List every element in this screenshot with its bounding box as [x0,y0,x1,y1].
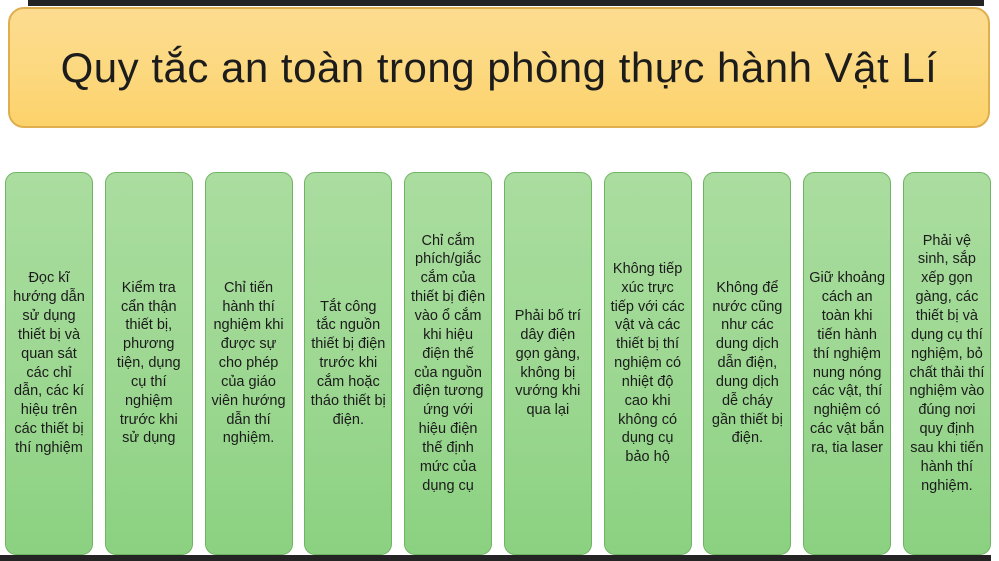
rule-card-6 [504,172,592,555]
rule-text: Tắt công tắc nguồn thiết bị điện trước khi cắm hoặc tháo thiết bị điện. [310,298,386,428]
rule-text: Giữ khoảng cách an toàn khi tiến hành thí nghiệm nung nóng các vật, thí nghiệm có các vật bắn ra, tia laser [809,270,886,456]
title-banner [8,7,990,128]
rule-text: Đọc kĩ hướng dẫn sử dụng thiết bị và quan sát các chỉ dẫn, các kí hiệu trên các thiết bị thí nghiệm [13,270,85,456]
rule-card-5 [404,172,492,555]
rule-card-9 [803,172,891,555]
rules-row [5,172,991,555]
bottom-edge-strip [0,555,991,561]
page-title: Quy tắc an toàn trong phòng thực hành Vật Lí [60,43,938,91]
rule-card-8 [703,172,791,555]
rule-card-10 [903,172,991,555]
rule-text: Không để nước cũng như các dung dịch dẫn điện, dung dịch dễ cháy gần thiết bị điện. [711,279,783,447]
rule-text: Kiểm tra cẩn thận thiết bị, phương tiện, dụng cụ thí nghiệm trước khi sử dụng [116,279,181,447]
rule-text: Phải vệ sinh, sắp xếp gọn gàng, các thiết bị và dụng cụ thí nghiệm, bỏ chất thải thí nghiệm vào đúng nơi quy định sau khi tiến hành thí nghiệm. [909,232,985,494]
rule-text: Không tiếp xúc trực tiếp với các vật và các thiết bị thí nghiệm có nhiệt độ cao khi không có dụng cụ bảo hộ [610,260,685,466]
rule-card-1 [5,172,93,555]
rule-text: Chỉ cắm phích/giắc cắm của thiết bị điện vào ổ cắm khi hiệu điện thế của nguồn điện tương ứng với hiệu điện thế định mức của dụng cụ [410,232,486,494]
top-edge-strip [28,0,984,6]
rule-card-4 [304,172,392,555]
rule-card-7 [604,172,692,555]
rule-card-3 [205,172,293,555]
rule-text: Phải bố trí dây điện gọn gàng, không bị vướng khi qua lại [514,307,581,419]
rule-text: Chỉ tiến hành thí nghiệm khi được sự cho phép của giáo viên hướng dẫn thí nghiệm. [211,279,286,447]
rule-card-2 [105,172,193,555]
